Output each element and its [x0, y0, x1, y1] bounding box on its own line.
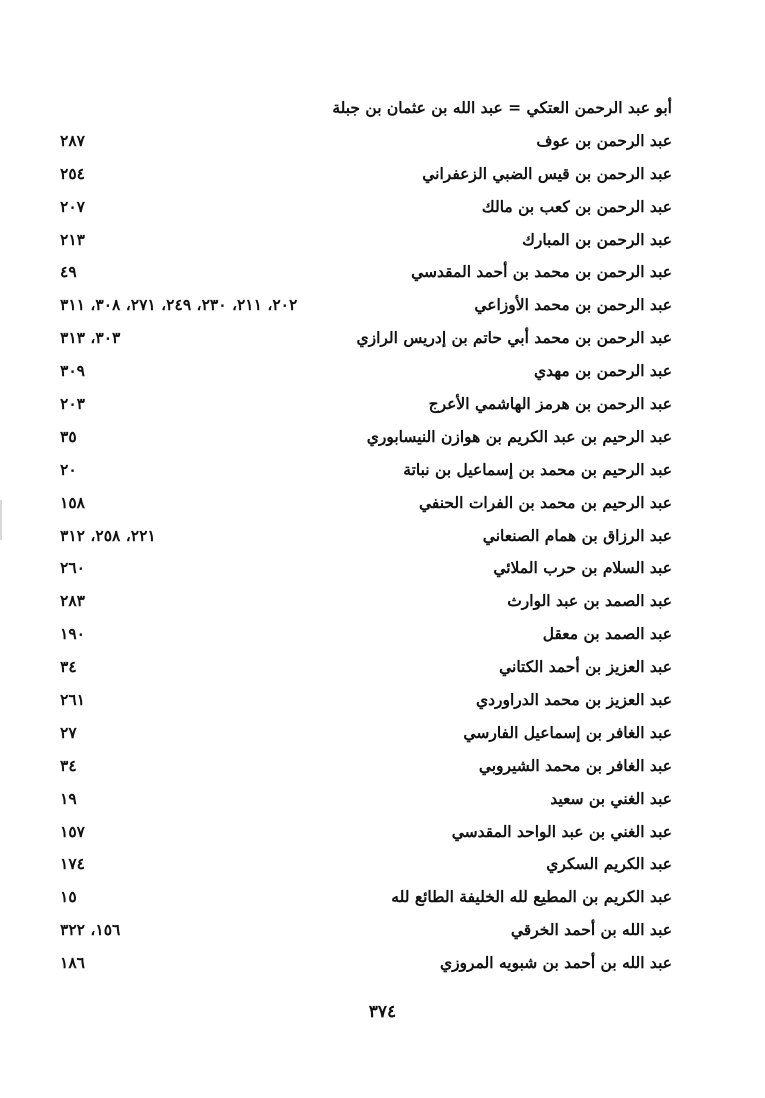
index-entry: [60, 289, 672, 322]
entry-pages: ٢٠: [60, 459, 77, 479]
entry-name: عبد الغافر بن إسماعيل الفارسي: [463, 722, 672, 742]
index-entry: [60, 454, 672, 487]
index-entry: [60, 552, 672, 585]
page-number: ٣٧٤: [368, 1002, 397, 1022]
index-entry: [60, 322, 672, 355]
index-entry: [60, 750, 672, 783]
index-entry: [60, 421, 672, 454]
index-entry: [60, 224, 672, 257]
entry-pages: ١٩٠: [60, 624, 85, 644]
entry-name: عبد الكريم السكري: [546, 854, 672, 874]
entry-name: عبد الله بن أحمد الخرقي: [510, 920, 672, 940]
entry-name: عبد الرحمن بن مهدي: [533, 361, 672, 381]
entry-name: أبو عبد الرحمن العتكي = عبد الله بن عثمان بن جبلة: [332, 98, 672, 117]
entry-name: عبد الغافر بن محمد الشيروبي: [478, 755, 672, 775]
scan-edge-mark: [0, 500, 2, 540]
entry-name: عبد الرحمن بن محمد الأوزاعي: [474, 295, 672, 315]
index-entry: [60, 256, 672, 289]
entry-name: عبد الرحيم بن محمد بن الفرات الحنفي: [418, 492, 672, 512]
entry-pages: ١٨٦: [60, 953, 85, 973]
entry-pages: ٣٠٣، ٣١٣: [60, 328, 121, 348]
entry-pages: ٣٥: [60, 426, 77, 446]
entry-pages: ٣٠٩: [60, 361, 85, 381]
index-entry: [60, 684, 672, 717]
index-entry: [60, 848, 672, 881]
index-entry: [60, 158, 672, 191]
entry-name: عبد الرحيم بن محمد بن إسماعيل بن نباتة: [403, 459, 672, 479]
entry-pages: ٢١٣: [60, 229, 85, 249]
entry-pages: ١٥: [60, 887, 77, 907]
index-entry: [60, 816, 672, 849]
entry-pages: ١٩: [60, 788, 77, 808]
entry-pages: ٢٨٧: [60, 130, 85, 150]
index-entry: [60, 191, 672, 224]
index-entry: [60, 881, 672, 914]
entry-name: عبد الرزاق بن همام الصنعاني: [482, 525, 672, 545]
index-entry: [60, 618, 672, 651]
entry-pages: ٢٦٠: [60, 558, 85, 578]
entry-name: عبد الرحمن بن هرمز الهاشمي الأعرج: [428, 394, 672, 414]
index-entry: [60, 355, 672, 388]
entry-pages: ٢٠٣: [60, 394, 85, 414]
entry-pages: ١٥٧: [60, 821, 85, 841]
entry-pages: ٢٥٤: [60, 163, 85, 183]
entry-name: عبد الرحمن بن كعب بن مالك: [481, 196, 672, 216]
entry-name: عبد الرحيم بن عبد الكريم بن هوازن النيسابوري: [366, 426, 672, 446]
index-entry: [60, 388, 672, 421]
entry-name: عبد الرحمن بن المبارك: [522, 229, 672, 249]
index-entry: [60, 717, 672, 750]
entry-pages: ٢٦١: [60, 690, 85, 710]
entry-name: عبد الرحمن بن محمد بن أحمد المقدسي: [411, 262, 672, 282]
entry-pages: ١٥٦، ٣٢٢: [60, 920, 121, 940]
index-entry: [60, 585, 672, 618]
entry-pages: ١٧٤: [60, 854, 85, 874]
index-entry: [60, 783, 672, 816]
index-entry: [60, 92, 672, 125]
entry-name: عبد الكريم بن المطيع لله الخليفة الطائع لله: [391, 887, 672, 907]
index-entry: [60, 487, 672, 520]
entry-name: عبد الغني بن عبد الواحد المقدسي: [451, 821, 672, 841]
entry-pages: ٤٩: [60, 262, 77, 282]
index-entry: [60, 520, 672, 553]
entry-name: عبد العزيز بن محمد الدراوردي: [475, 690, 672, 710]
entry-name: عبد الغني بن سعيد: [550, 788, 672, 808]
index-entry: [60, 125, 672, 158]
entry-name: عبد الرحمن بن محمد أبي حاتم بن إدريس الرازي: [356, 328, 672, 348]
entry-pages: ٣٤: [60, 755, 77, 775]
index-entry: [60, 914, 672, 947]
entry-pages: ٢٢١، ٢٥٨، ٣١٢: [60, 525, 156, 545]
entry-pages: ٢٠٧: [60, 196, 85, 216]
entry-pages: ٢٧: [60, 722, 77, 742]
entry-name: عبد الرحمن بن عوف: [536, 130, 672, 150]
entry-pages: ٢٨٣: [60, 591, 85, 611]
entry-name: عبد السلام بن حرب الملائي: [493, 558, 672, 578]
entry-pages: ٢٠٢، ٢١١، ٢٣٠، ٢٤٩، ٢٧١، ٣٠٨، ٣١١: [60, 295, 298, 315]
entry-name: عبد العزيز بن أحمد الكتاني: [499, 657, 672, 677]
entry-name: عبد الصمد بن معقل: [542, 624, 672, 644]
entry-name: عبد الله بن أحمد بن شبويه المروزي: [439, 953, 672, 973]
entry-name: عبد الصمد بن عبد الوارث: [507, 591, 672, 611]
name-index-list: [60, 92, 672, 980]
index-entry: [60, 651, 672, 684]
index-entry: [60, 947, 672, 980]
entry-pages: ١٥٨: [60, 492, 85, 512]
entry-name: عبد الرحمن بن قيس الضبي الزعفراني: [422, 163, 672, 183]
entry-pages: ٣٤: [60, 657, 77, 677]
